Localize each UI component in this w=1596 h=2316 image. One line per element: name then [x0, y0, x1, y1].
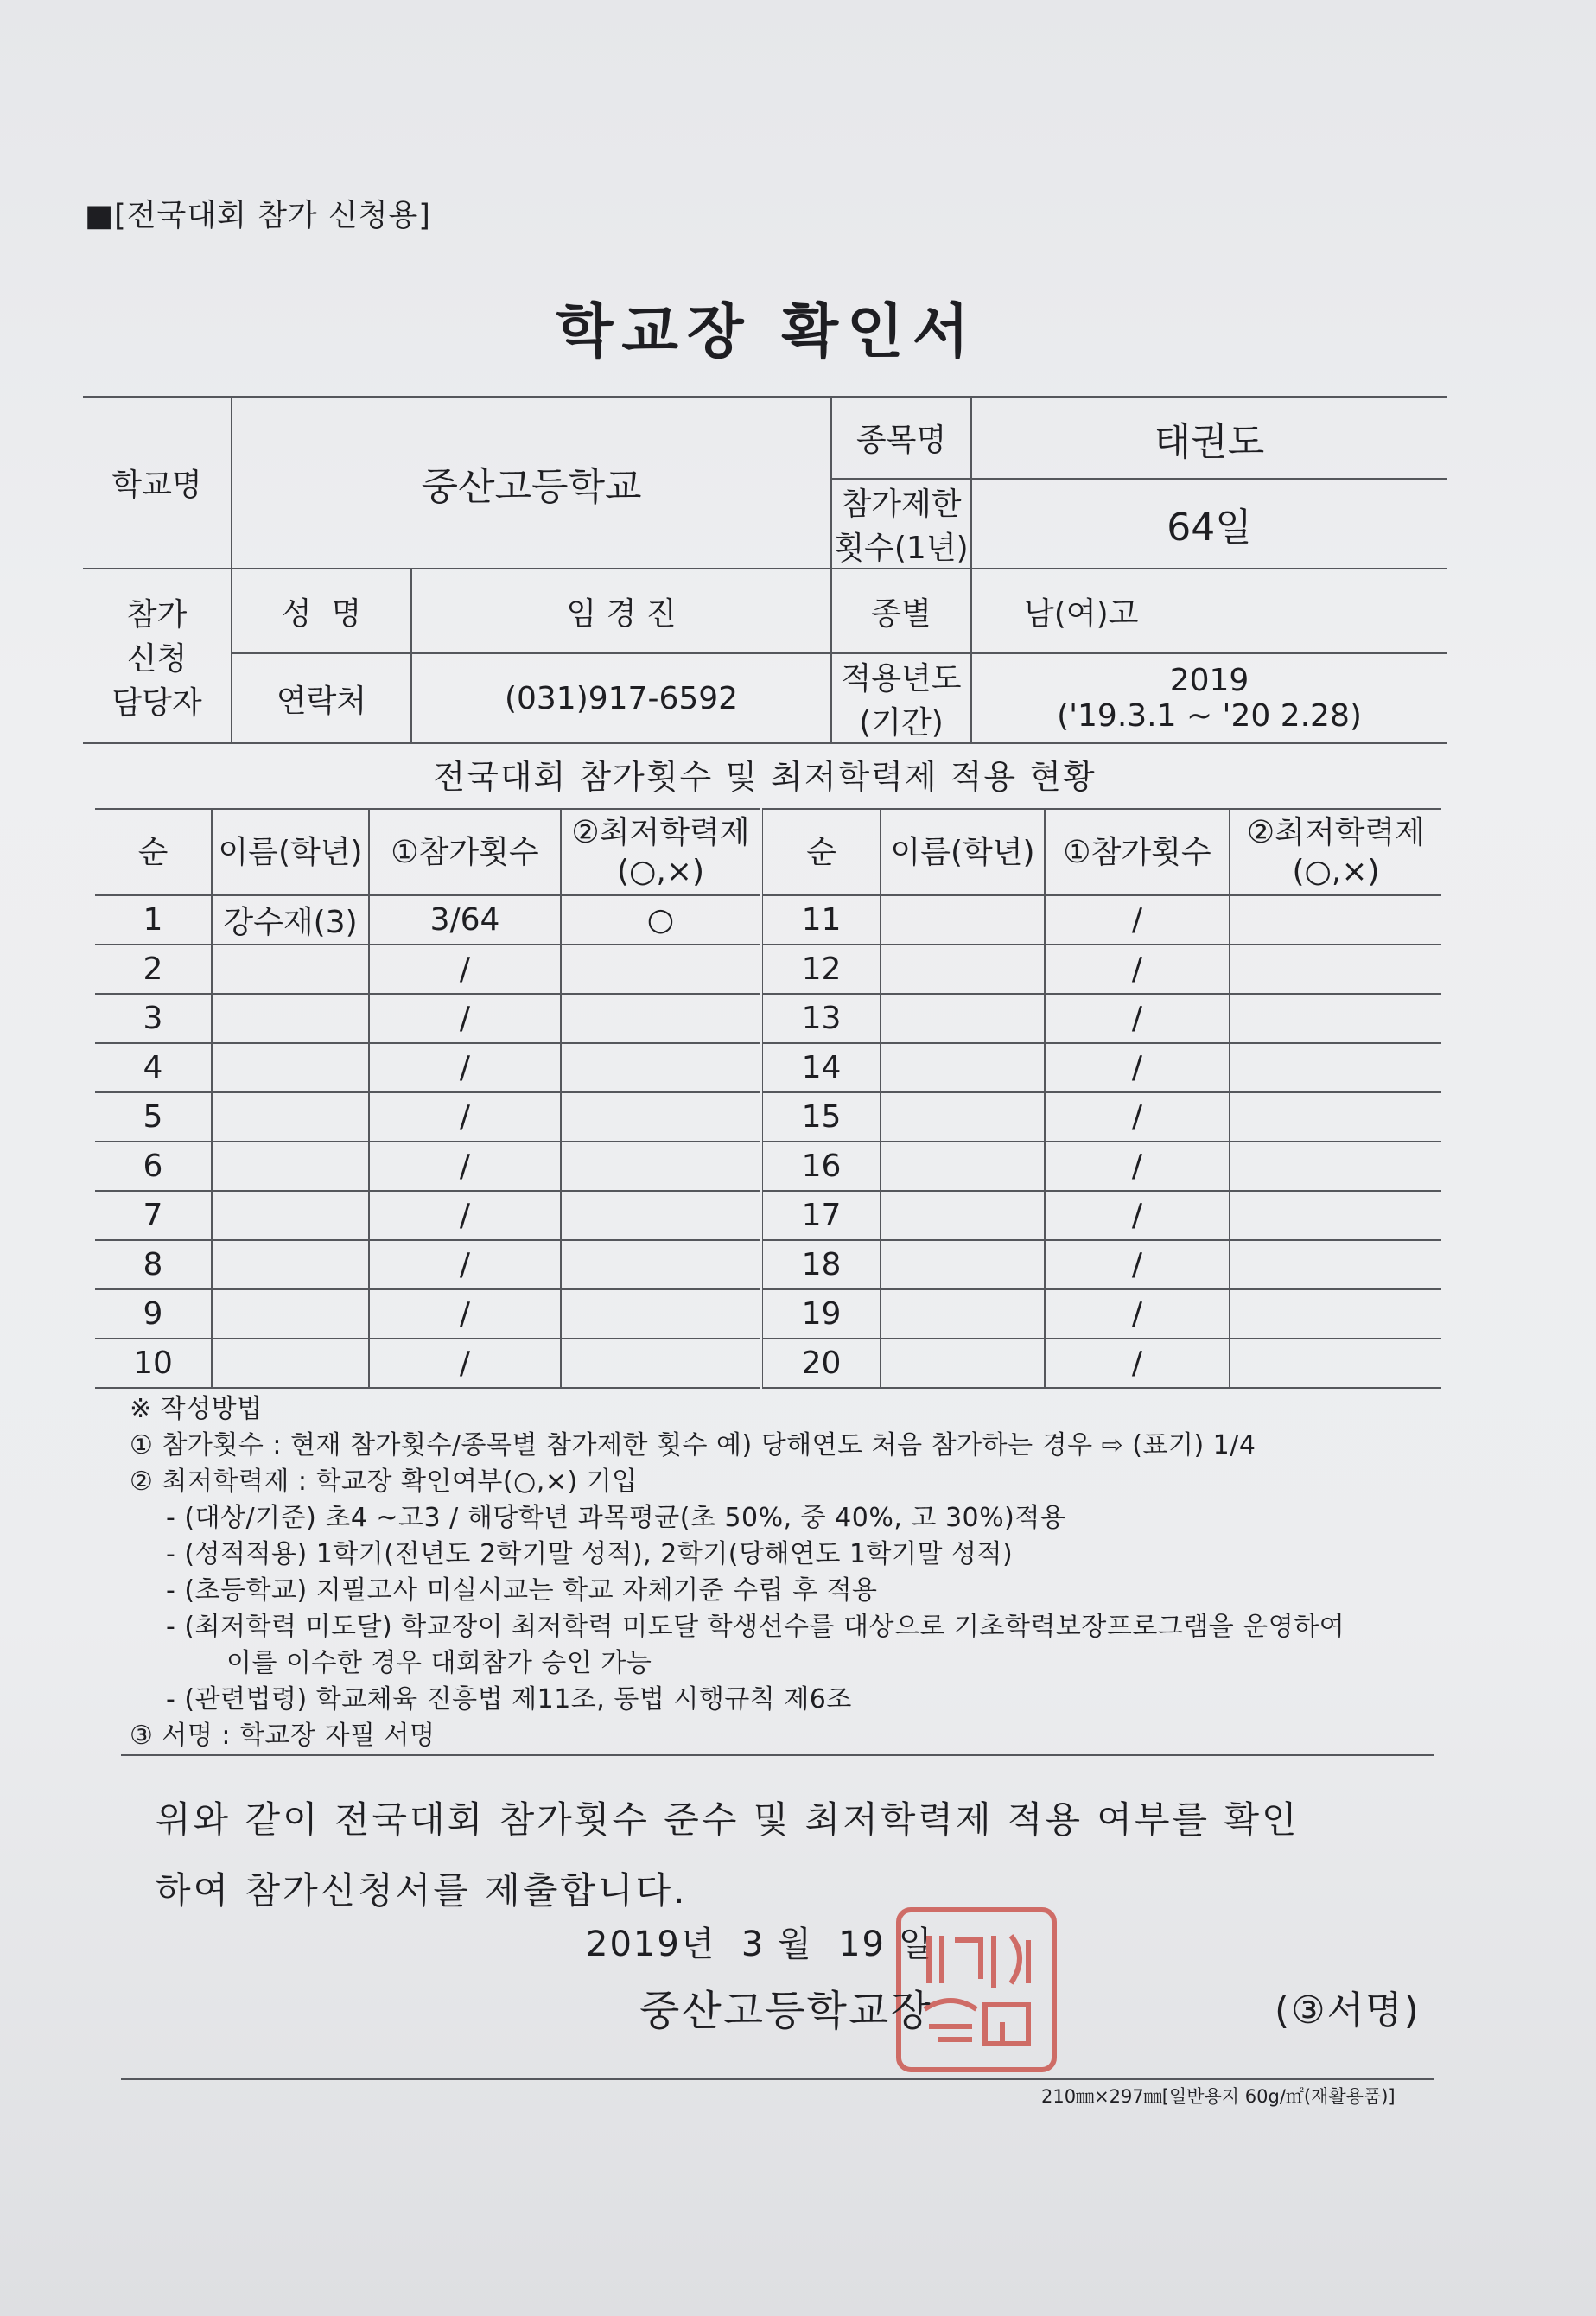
- row-number: 3: [95, 994, 212, 1043]
- participation-count: /: [1045, 1240, 1230, 1289]
- participation-limit-label: 참가제한 횟수(1년): [831, 479, 971, 569]
- row-number: 7: [95, 1191, 212, 1240]
- student-name: [212, 1289, 369, 1339]
- row-number: 17: [761, 1191, 881, 1240]
- status-row: [95, 1240, 1441, 1289]
- student-name: [881, 1339, 1045, 1388]
- category-value: 남(여)고: [971, 569, 1447, 653]
- min-academic-check: [1230, 1240, 1441, 1289]
- declaration-text: 위와 같이 전국대회 참가횟수 준수 및 최저학력제 적용 여부를 확인 하여 참가신청서를 제출합니다.: [156, 1798, 1300, 1912]
- instruction-2a: - (대상/기준) 초4 ~고3 / 해당학년 과목평균(초 50%, 중 40%, 고 30%)적용: [166, 1503, 1066, 1533]
- participation-count: /: [369, 945, 561, 994]
- row-number: 19: [761, 1289, 881, 1339]
- row-number: 2: [95, 945, 212, 994]
- row-number: 9: [95, 1289, 212, 1339]
- form-type-label: ■[전국대회 참가 신청용]: [85, 199, 431, 233]
- min-academic-check: [561, 945, 761, 994]
- student-name: [881, 1240, 1045, 1289]
- participation-count: /: [1045, 1092, 1230, 1142]
- status-row: [95, 1339, 1441, 1388]
- row-number: 11: [761, 895, 881, 945]
- document-title: 학교장 확인서: [556, 298, 978, 366]
- student-name: [212, 1092, 369, 1142]
- min-academic-check: [1230, 945, 1441, 994]
- min-academic-check: [561, 1191, 761, 1240]
- student-name: [881, 1142, 1045, 1191]
- row-number: 1: [95, 895, 212, 945]
- row-number: 4: [95, 1043, 212, 1092]
- row-number: 20: [761, 1339, 881, 1388]
- status-row: [95, 1092, 1441, 1142]
- student-name: [212, 1191, 369, 1240]
- row-number: 13: [761, 994, 881, 1043]
- instruction-2d: - (최저학력 미도달) 학교장이 최저학력 미도달 학생선수를 대상으로 기초학력보장프로그램을 운영하여: [166, 1612, 1345, 1642]
- participation-status-table: [95, 808, 1441, 1389]
- apply-year-value: 2019 ('19.3.1 ~ '20 2.28): [971, 653, 1447, 743]
- status-row: [95, 994, 1441, 1043]
- col-header-min-academic: ②최저학력제 (○,×): [561, 809, 761, 895]
- instructions-title: ※ 작성방법: [130, 1394, 263, 1424]
- row-number: 10: [95, 1339, 212, 1388]
- participation-count: /: [1045, 945, 1230, 994]
- instruction-2d-cont: 이를 이수한 경우 대회참가 승인 가능: [226, 1648, 652, 1678]
- min-academic-check: [561, 1043, 761, 1092]
- student-name: [212, 1240, 369, 1289]
- row-number: 8: [95, 1240, 212, 1289]
- participation-count: /: [369, 1142, 561, 1191]
- contact-value: (031)917-6592: [411, 653, 831, 743]
- paper-spec-footnote: 210㎜×297㎜[일반용지 60g/㎡(재활용품)]: [1041, 2086, 1396, 2107]
- row-number: 12: [761, 945, 881, 994]
- instruction-2c: - (초등학교) 지필고사 미실시교는 학교 자체기준 수립 후 적용: [166, 1575, 878, 1606]
- manager-name-value: 임 경 진: [411, 569, 831, 653]
- participation-count: /: [1045, 1339, 1230, 1388]
- participation-count: /: [1045, 1142, 1230, 1191]
- school-name-label: 학교명: [83, 397, 232, 569]
- student-name: [212, 1339, 369, 1388]
- min-academic-check: [1230, 1043, 1441, 1092]
- student-name: [881, 994, 1045, 1043]
- student-name: [212, 1043, 369, 1092]
- min-academic-check: [561, 1142, 761, 1191]
- col-header-min-academic: ②최저학력제 (○,×): [1230, 809, 1441, 895]
- student-name: [212, 1142, 369, 1191]
- apply-year-label: 적용년도 (기간): [831, 653, 971, 743]
- min-academic-check: [561, 1240, 761, 1289]
- footer-line: [121, 2078, 1434, 2080]
- student-name: [881, 945, 1045, 994]
- instruction-3: ③ 서명 : 학교장 자필 서명: [130, 1721, 436, 1751]
- min-academic-check: [1230, 1339, 1441, 1388]
- participation-count: 3/64: [369, 895, 561, 945]
- row-number: 6: [95, 1142, 212, 1191]
- participation-count: /: [369, 1092, 561, 1142]
- student-name: [881, 1092, 1045, 1142]
- participation-count: /: [1045, 1191, 1230, 1240]
- participation-count: /: [1045, 1289, 1230, 1339]
- row-number: 15: [761, 1092, 881, 1142]
- category-label: 종별: [831, 569, 971, 653]
- min-academic-check: [561, 1339, 761, 1388]
- col-header-no: 순: [761, 809, 881, 895]
- participation-count: /: [369, 1289, 561, 1339]
- row-number: 5: [95, 1092, 212, 1142]
- student-name: [881, 895, 1045, 945]
- manager-label: 참가 신청 담당자: [83, 569, 232, 743]
- applicant-info-table: [83, 396, 1447, 744]
- participation-count: /: [1045, 994, 1230, 1043]
- row-number: 14: [761, 1043, 881, 1092]
- student-name: 강수재(3): [212, 895, 369, 945]
- row-number: 18: [761, 1240, 881, 1289]
- status-row: [95, 1043, 1441, 1092]
- participation-count: /: [1045, 895, 1230, 945]
- contact-label: 연락처: [232, 653, 411, 743]
- divider-line: [121, 1754, 1434, 1756]
- participation-count: /: [369, 1339, 561, 1388]
- status-title: 전국대회 참가횟수 및 최저학력제 적용 현황: [433, 758, 1097, 796]
- student-name: [881, 1191, 1045, 1240]
- status-row: [95, 1142, 1441, 1191]
- instruction-2b: - (성적적용) 1학기(전년도 2학기말 성적), 2학기(당해연도 1학기말 성적): [166, 1539, 1014, 1569]
- signature-label: (③서명): [1275, 1988, 1421, 2033]
- min-academic-check: [561, 994, 761, 1043]
- min-academic-check: [1230, 994, 1441, 1043]
- min-academic-check: [561, 1092, 761, 1142]
- min-academic-check: ○: [561, 895, 761, 945]
- instruction-2e: - (관련법령) 학교체육 진흥법 제11조, 동법 시행규칙 제6조: [166, 1684, 852, 1715]
- sport-value: 태권도: [971, 397, 1447, 479]
- col-header-count: ①참가횟수: [369, 809, 561, 895]
- status-row: [95, 1191, 1441, 1240]
- instruction-1: ① 참가횟수 : 현재 참가횟수/종목별 참가제한 횟수 예) 당해연도 처음 참가하는 경우 ⇨ (표기) 1/4: [130, 1430, 1256, 1460]
- participation-limit-value: 64일: [971, 479, 1447, 569]
- status-row: [95, 1289, 1441, 1339]
- participation-count: /: [1045, 1043, 1230, 1092]
- row-number: 16: [761, 1142, 881, 1191]
- min-academic-check: [1230, 1142, 1441, 1191]
- student-name: [881, 1043, 1045, 1092]
- col-header-name: 이름(학년): [212, 809, 369, 895]
- min-academic-check: [1230, 1092, 1441, 1142]
- status-row: [95, 895, 1441, 945]
- school-name-value: 중산고등학교: [232, 397, 831, 569]
- issue-date: 2019년 3 월 19 일: [586, 1925, 934, 1964]
- manager-name-label: 성 명: [232, 569, 411, 653]
- sport-label: 종목명: [831, 397, 971, 479]
- principal-title: 중산고등학교장: [639, 1987, 932, 2035]
- writing-instructions: [130, 1391, 1443, 1754]
- student-name: [212, 994, 369, 1043]
- col-header-count: ①참가횟수: [1045, 809, 1230, 895]
- status-row: [95, 945, 1441, 994]
- instruction-2: ② 최저학력제 : 학교장 확인여부(○,×) 기입: [130, 1467, 638, 1497]
- col-header-no: 순: [95, 809, 212, 895]
- participation-count: /: [369, 1240, 561, 1289]
- participation-count: /: [369, 1191, 561, 1240]
- participation-count: /: [369, 994, 561, 1043]
- student-name: [212, 945, 369, 994]
- student-name: [881, 1289, 1045, 1339]
- min-academic-check: [1230, 1191, 1441, 1240]
- col-header-name: 이름(학년): [881, 809, 1045, 895]
- min-academic-check: [561, 1289, 761, 1339]
- min-academic-check: [1230, 895, 1441, 945]
- min-academic-check: [1230, 1289, 1441, 1339]
- participation-count: /: [369, 1043, 561, 1092]
